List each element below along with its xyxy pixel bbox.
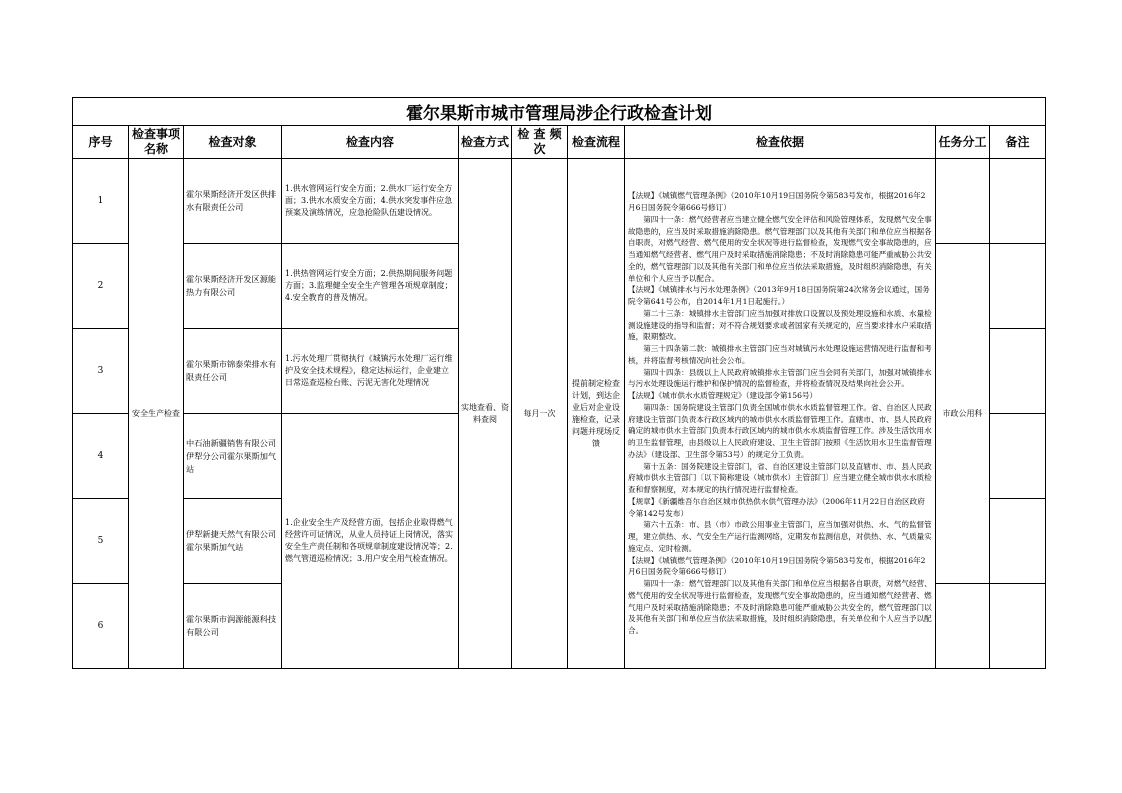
- row-seq: 6: [73, 584, 129, 669]
- dept-cell: 市政公用科: [936, 244, 990, 584]
- basis-paragraph: 【法规】《城镇排水与污水处理条例》（2013年9月18日国务院第24次常务会议通过，国务院令第641号公布，自2014年1月1日起施行。）: [628, 285, 930, 306]
- note-cell: [990, 584, 1046, 669]
- row-target: 伊犁新捷天然气有限公司霍尔果斯加气站: [184, 499, 282, 584]
- row-seq: 3: [73, 329, 129, 414]
- header-content: 检查内容: [282, 126, 459, 159]
- row-seq: 1: [73, 159, 129, 244]
- basis-paragraph: 【规章】《新疆维吾尔自治区城市供热供水供气管理办法》（2006年11月22日自治区政府令第142号发布）: [628, 496, 925, 518]
- basis-paragraph: 第四十四条：县级以上人民政府城镇排水主管部门应当会同有关部门，加强对城镇排水与污水处理设施运行维护和保护情况的监督检查，并将检查情况及结果向社会公开。: [628, 367, 932, 389]
- header-basis: 检查依据: [625, 126, 936, 159]
- note-cell: [990, 414, 1046, 499]
- row-target: 霍尔果斯市润源能源科技有限公司: [184, 584, 282, 669]
- method-cell: 实地查看、资料查阅: [459, 159, 512, 669]
- row-target: 霍尔果斯经济开发区供排水有限责任公司: [184, 159, 282, 244]
- dept-cell-blank: [936, 159, 990, 244]
- row-content: 1.污水处理厂贯彻执行《城镇污水处理厂运行维护及安全技术规程》，稳定达标运行，企业建立日常巡查巡检台账、污泥无害化处理情况: [282, 329, 459, 414]
- header-dept: 任务分工: [936, 126, 990, 159]
- header-row: [73, 126, 1046, 159]
- basis-paragraph: 第三十四条第二款：城镇排水主管部门应当对城镇污水处理设施运营情况进行监督和考核，并将监督考核情况向社会公布。: [628, 344, 932, 365]
- basis-paragraph: 第四十一条：燃气经营者应当建立健全燃气安全评估和风险管理体系，发现燃气安全事故隐患的，应当及时采取措施消除隐患。燃气管理部门以及其他有关部门和单位应当根据各自职责，对燃气经营、燃气使用的安全状况等进行监督检查，发现燃气安全事故隐患的，应当通知燃气经营者、燃气用户及时采取措施消除隐患；不及时消除隐患可能严重威胁公共安全的，燃气管理部门以及其他有关部门和单位应当依法采取措施，及时组织消除隐患，有关单位和个人应当予以配合。: [628, 214, 932, 283]
- header-seq: 序号: [73, 126, 129, 159]
- note-cell: [990, 329, 1046, 414]
- frequency-cell: 每月一次: [512, 159, 568, 669]
- row-target: 霍尔果斯市锦泰荣排水有限责任公司: [184, 329, 282, 414]
- basis-paragraph: 【法规】《城镇燃气管理条例》（2010年10月19日国务院令第583号发布，根据2016年2月6日国务院令第666号修订）: [628, 191, 926, 212]
- item-name-cell: 安全生产检查: [129, 159, 184, 669]
- table-row: [73, 159, 1046, 244]
- basis-paragraph: 第四条：国务院建设主管部门负责全国城市供水水质监督管理工作。省、自治区人民政府建设主管部门负责本行政区域内的城市供水水质监督管理工作。直辖市、市、县人民政府确定的城市供水主管部门负责本行政区域内的城市供水水质监督管理工作。涉及生活饮用水的卫生监督管理，由县级以上人民政府建设、卫生主管部门按照《生活饮用水卫生监督管理办法》（建设部、卫生部令第53号）的规定分工负责。: [628, 402, 932, 459]
- note-cell: [990, 244, 1046, 329]
- inspection-plan-sheet: [72, 97, 1045, 664]
- row-target: 霍尔果斯经济开发区源能热力有限公司: [184, 244, 282, 329]
- process-cell: 提前制定检查计划，到达企业后对企业设施检查，记录问题并现场反馈: [568, 159, 625, 669]
- row-seq: 5: [73, 499, 129, 584]
- row-content: 1.企业安全生产及经营方面，包括企业取得燃气经营许可证情况，从业人员持证上岗情况，落实安全生产责任制和各项规章制度建设情况等；2.燃气管道巡检情况；3.用户安全用气检查情况。: [282, 414, 459, 669]
- note-cell: [990, 159, 1046, 244]
- basis-paragraph: 【法规】《城镇燃气管理条例》（2010年10月19日国务院令第583号发布，根据2016年2月6日国务院令第666号修订）: [628, 555, 926, 577]
- basis-list: [628, 190, 932, 637]
- inspection-plan-table: [72, 97, 1046, 669]
- basis-paragraph: 第四十一条：燃气管理部门以及其他有关部门和单位应当根据各自职责，对燃气经营、燃气使用的安全状况等进行监督检查，发现燃气安全事故隐患的，应当通知燃气经营者、燃气用户及时采取措施消除隐患；不及时消除隐患可能严重威胁公共安全的，燃气管理部门以及其他有关部门和单位应当依法采取措施，及时组织消除隐患，有关单位和个人应当予以配合。: [628, 579, 932, 635]
- basis-paragraph: 第二十三条：城镇排水主管部门应当加强对排放口设置以及预处理设施和水质、水量检测设施建设的指导和监督；对不符合规划要求或者国家有关规定的，应当要求排水户采取措施，限期整改。: [628, 308, 932, 342]
- basis-paragraph: 【法规】《城市供水水质管理规定》（建设部令第156号）: [628, 391, 818, 400]
- note-cell: [990, 499, 1046, 584]
- basis-paragraph: 第六十五条：市、县（市）市政公用事业主管部门，应当加强对供热、水、气的监督管理，建立供热、水、气安全生产运行监测网络，定期发布监测信息，对供热、水、气质量实施定点、定时检测。: [628, 520, 932, 553]
- header-item-name: 检查事项名称: [129, 126, 184, 159]
- page-title: 霍尔果斯市城市管理局涉企行政检查计划: [73, 98, 1046, 126]
- header-frequency: 检 查 频 次: [512, 126, 568, 159]
- basis-paragraph: 第十五条：国务院建设主管部门，省、自治区建设主管部门以及直辖市、市、县人民政府城市供水主管部门〔以下简称建设（城市供水）主管部门〕应当建立健全城市供水水质检查和督察制度，对本规定的执行情况进行监督检查。: [628, 461, 932, 494]
- row-target: 中石油新疆销售有限公司伊犁分公司霍尔果斯加气站: [184, 414, 282, 499]
- row-seq: 2: [73, 244, 129, 329]
- header-note: 备注: [990, 126, 1046, 159]
- dept-cell-blank: [936, 584, 990, 669]
- header-method: 检查方式: [459, 126, 512, 159]
- header-process: 检查流程: [568, 126, 625, 159]
- row-seq: 4: [73, 414, 129, 499]
- row-content: 1.供水管网运行安全方面；2.供水厂运行安全方面；3.供水水质安全方面；4.供水突发事件应急预案及演练情况，应急抢险队伍建设情况。: [282, 159, 459, 244]
- row-content: 1.供热管网运行安全方面；2.供热期间服务问题方面；3.监理健全安全生产管理各项规章制度；4.安全教育的普及情况。: [282, 244, 459, 329]
- basis-cell: [625, 159, 936, 669]
- header-target: 检查对象: [184, 126, 282, 159]
